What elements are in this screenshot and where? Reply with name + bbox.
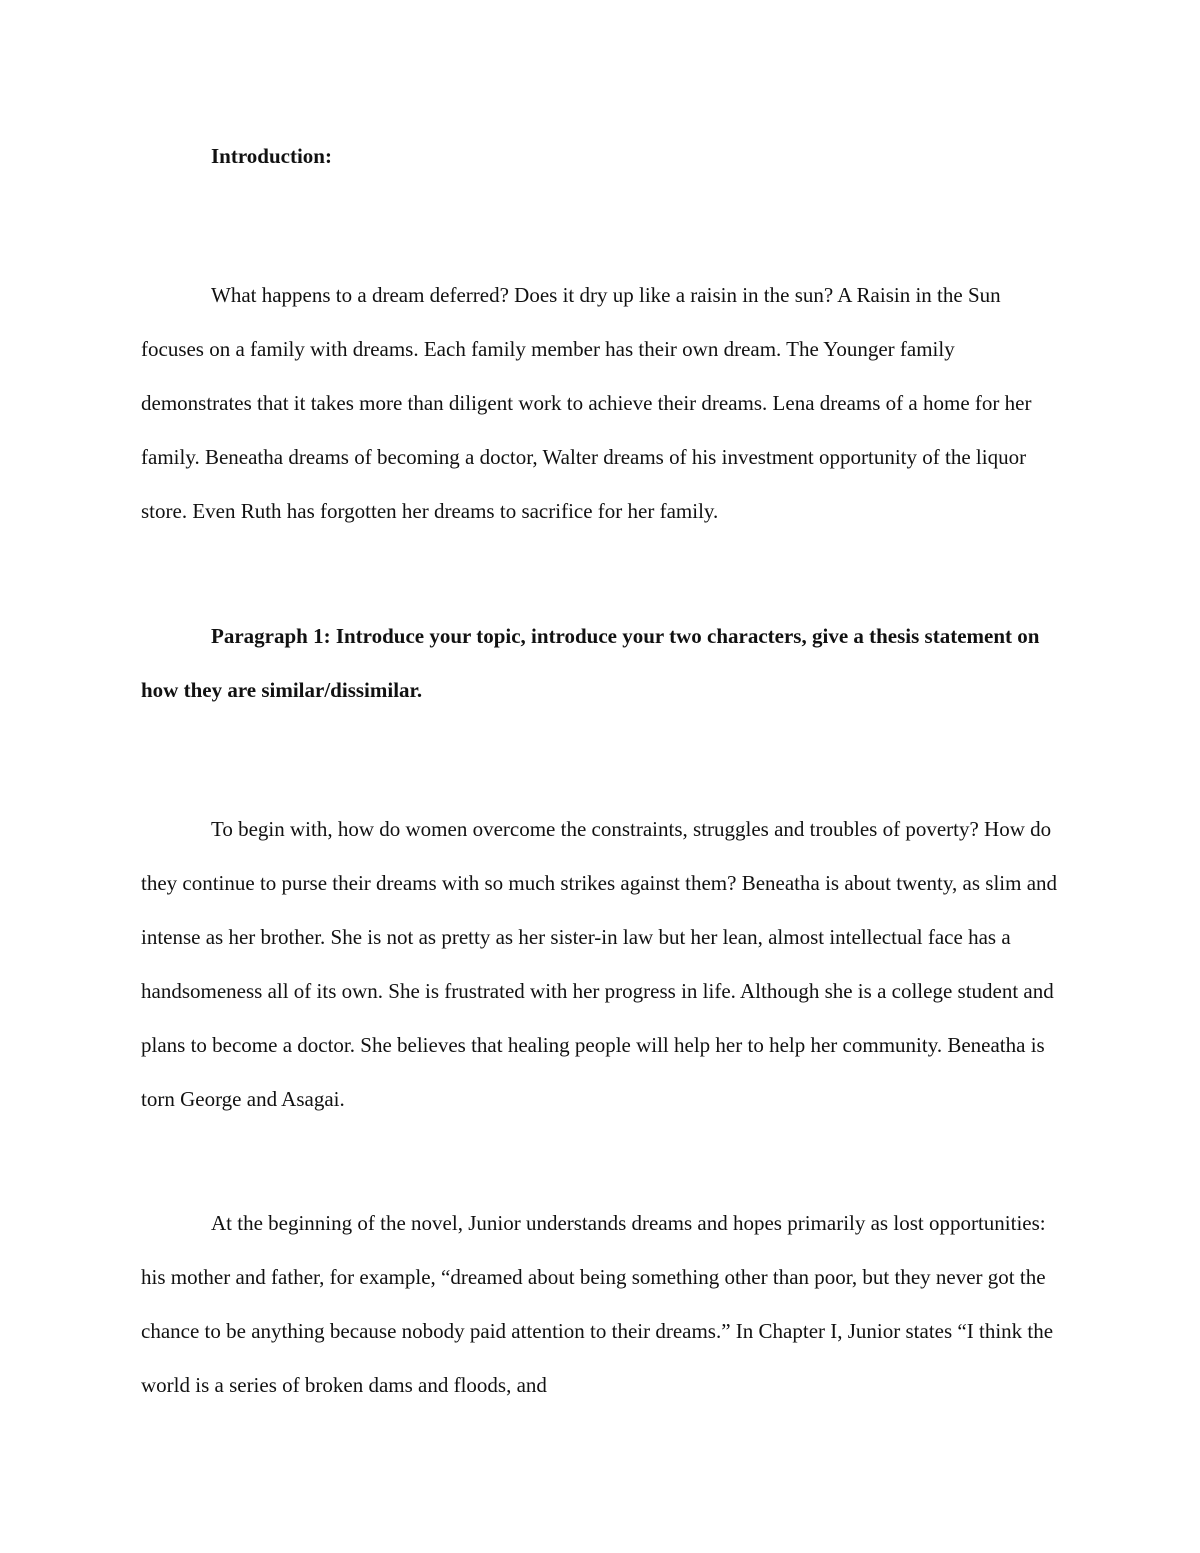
paragraph-introduction: What happens to a dream deferred? Does it dry up like a raisin in the sun? A Raisin in the Sun focuses on a family with dreams. Each family member has their own dream. The Younger family demonstrates that it takes more than diligent work to achieve their dreams. Lena dreams of a home for her family. Beneatha dreams of becoming a doctor, Walter dreams of his investment opportunity of the liquor store. Even Ruth has forgotten her dreams to sacrifice for her family. <box>141 283 1032 523</box>
section-heading-introduction: Introduction: <box>211 144 332 168</box>
paragraph-prompt: Paragraph 1: Introduce your topic, introduce your two characters, give a thesis statement on how they are similar/dissimilar. <box>141 624 1040 702</box>
paragraph-beneatha: To begin with, how do women overcome the constraints, struggles and troubles of poverty? How do they continue to purse their dreams with so much strikes against them? Beneatha is about twenty, as slim and intense as her brother. She is not as pretty as her sister-in law but her lean, almost intellectual face has a handsomeness all of its own. She is frustrated with her progress in life. Although she is a college student and plans to become a doctor. She believes that healing people will help her to help her community. Beneatha is torn George and Asagai. <box>141 817 1058 1111</box>
paragraph-junior: At the beginning of the novel, Junior understands dreams and hopes primarily as lost opportunities: his mother and father, for example, “dreamed about being something other than poor, but they never got the chance to be anything because nobody paid attention to their dreams.” In Chapter I, Junior states “I think the world is a series of broken dams and floods, and <box>141 1211 1054 1397</box>
